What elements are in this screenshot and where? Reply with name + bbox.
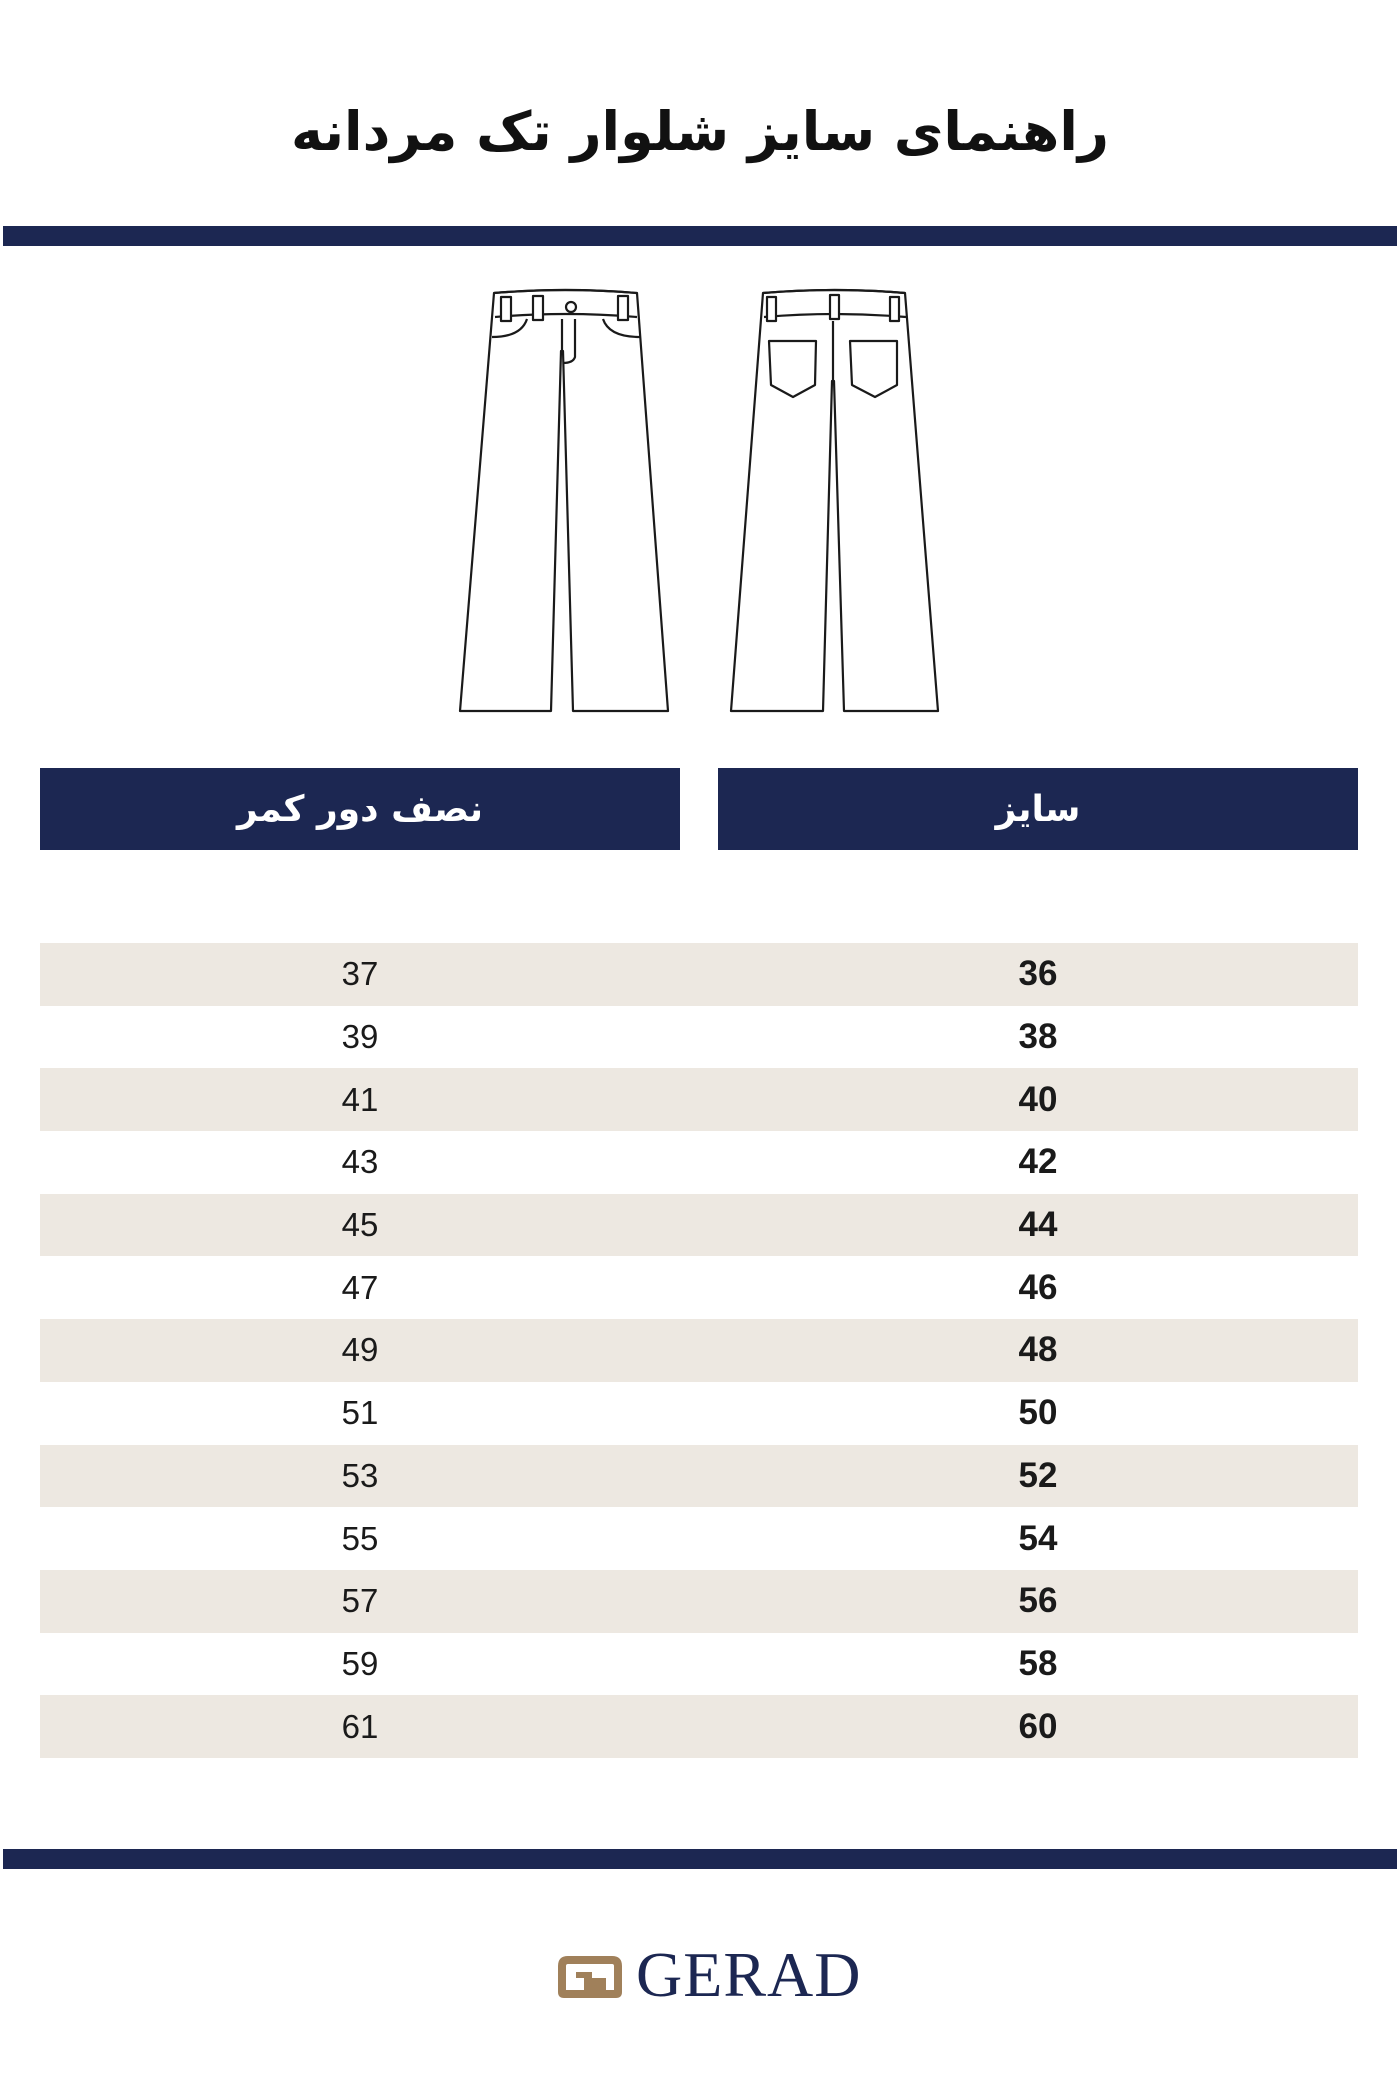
size-cell: 56 [1018,1581,1058,1621]
table-row [40,1695,1358,1758]
size-cell: 50 [1018,1393,1058,1433]
size-cell: 40 [1018,1079,1058,1119]
table-row [40,943,1358,1006]
size-cell: 54 [1018,1518,1058,1558]
waist-cell: 39 [341,1018,379,1056]
bottom-divider [3,1849,1397,1869]
waist-cell: 41 [341,1080,379,1118]
waist-cell: 49 [341,1331,379,1369]
size-table [40,943,1358,1758]
waist-cell: 45 [341,1206,379,1244]
table-row [40,1382,1358,1445]
brand-logo [552,1939,862,2010]
brand-name: GERAD [636,1939,862,2010]
waist-cell: 53 [341,1456,379,1494]
size-cell: 38 [1018,1017,1058,1057]
size-cell: 42 [1018,1142,1058,1182]
size-cell: 44 [1018,1205,1058,1245]
waist-cell: 57 [341,1582,379,1620]
header-waist: نصف دور کمر [40,768,680,850]
size-cell: 36 [1018,954,1058,994]
size-cell: 58 [1018,1643,1058,1683]
table-row [40,1256,1358,1319]
waist-cell: 51 [341,1394,379,1432]
waist-cell: 47 [341,1268,379,1306]
waist-cell: 59 [341,1644,379,1682]
size-cell: 52 [1018,1455,1058,1495]
table-row [40,1131,1358,1194]
table-row [40,1068,1358,1131]
waist-cell: 55 [341,1519,379,1557]
table-row [40,1006,1358,1069]
table-row [40,1445,1358,1508]
page-title: راهنمای سایز شلوار تک مردانه [291,100,1109,163]
waist-cell: 61 [341,1707,379,1745]
table-row [40,1194,1358,1257]
pants-back-icon [727,285,942,717]
size-cell: 46 [1018,1267,1058,1307]
top-divider [3,226,1397,246]
size-cell: 60 [1018,1706,1058,1746]
size-cell: 48 [1018,1330,1058,1370]
header-size: سایز [718,768,1358,850]
waist-cell: 37 [341,955,379,993]
gerad-logo-mark-icon [552,1948,628,2002]
table-row [40,1319,1358,1382]
pants-front-icon [455,285,675,717]
table-row [40,1507,1358,1570]
waist-cell: 43 [341,1143,379,1181]
table-row [40,1633,1358,1696]
table-row [40,1570,1358,1633]
